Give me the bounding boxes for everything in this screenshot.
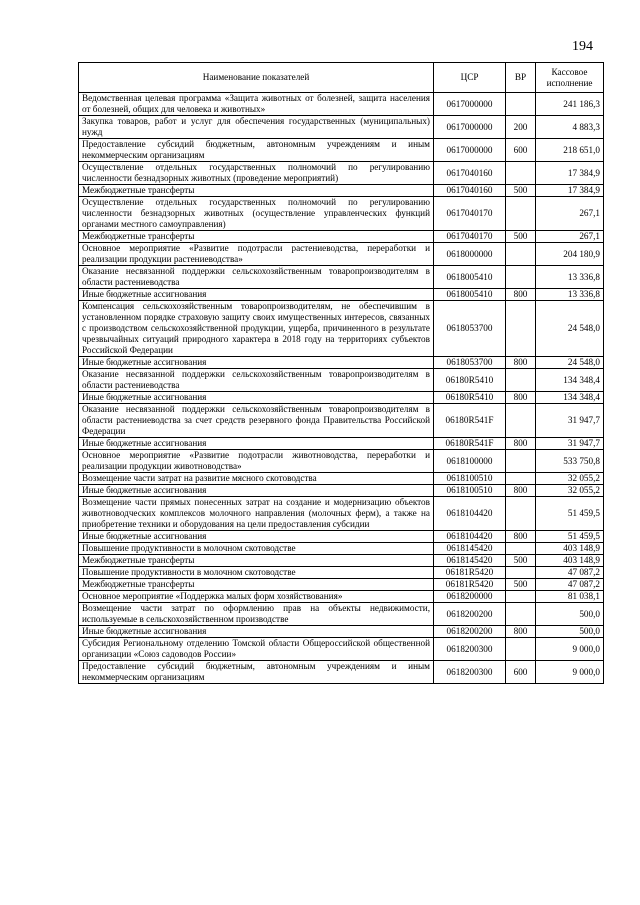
row-vr-cell [506,243,536,266]
row-sum-cell: 31 947,7 [536,438,604,450]
row-name-cell: Осуществление отдельных государственных полномочий по регулированию численности безнадзорных животных (осуществление управленческих функций органами местного самоуправления) [79,197,434,231]
row-csr-cell: 0618005410 [434,266,506,289]
row-sum-cell: 533 750,8 [536,450,604,473]
table-row [79,579,604,591]
row-sum-cell: 218 651,0 [536,139,604,162]
row-sum-cell: 134 348,4 [536,369,604,392]
row-csr-cell: 0618200200 [434,603,506,626]
header-sum: Кассовое исполнение [536,63,604,93]
row-name-cell: Повышение продуктивности в молочном скотоводстве [79,543,434,555]
row-sum-cell: 9 000,0 [536,661,604,684]
header-csr: ЦСР [434,63,506,93]
row-vr-cell [506,591,536,603]
row-name-cell: Иные бюджетные ассигнования [79,531,434,543]
row-vr-cell [506,497,536,531]
row-sum-cell: 403 148,9 [536,543,604,555]
row-vr-cell [506,162,536,185]
row-vr-cell: 500 [506,231,536,243]
row-csr-cell: 06180R541F [434,438,506,450]
row-sum-cell: 24 548,0 [536,357,604,369]
table-row [79,301,604,357]
row-vr-cell [506,197,536,231]
row-vr-cell: 800 [506,289,536,301]
row-name-cell: Осуществление отдельных государственных полномочий по регулированию численности безнадзорных животных (проведение мероприятий) [79,162,434,185]
row-name-cell: Оказание несвязанной поддержки сельскохозяйственным товаропроизводителям в области растениеводства [79,266,434,289]
row-name-cell: Предоставление субсидий бюджетным, автономным учреждениям и иным некоммерческим организациям [79,139,434,162]
row-csr-cell: 06180R541F [434,404,506,438]
row-name-cell: Основное мероприятие «Развитие подотрасли животноводства, переработки и реализации продукции животноводства» [79,450,434,473]
row-name-cell: Иные бюджетные ассигнования [79,626,434,638]
table-body [79,93,604,684]
row-sum-cell: 24 548,0 [536,301,604,357]
row-name-cell: Иные бюджетные ассигнования [79,485,434,497]
table-row [79,139,604,162]
row-name-cell: Иные бюджетные ассигнования [79,438,434,450]
row-csr-cell: 06181R5420 [434,567,506,579]
row-sum-cell: 47 087,2 [536,579,604,591]
row-vr-cell: 500 [506,185,536,197]
table-row [79,243,604,266]
row-name-cell: Основное мероприятие «Поддержка малых форм хозяйствования» [79,591,434,603]
row-csr-cell: 0618000000 [434,243,506,266]
row-csr-cell: 0618145420 [434,543,506,555]
table-row [79,626,604,638]
row-csr-cell: 0618100510 [434,485,506,497]
row-sum-cell: 17 384,9 [536,185,604,197]
row-csr-cell: 0617040160 [434,185,506,197]
table-row [79,555,604,567]
row-csr-cell: 0617040170 [434,197,506,231]
table-row [79,197,604,231]
row-name-cell: Иные бюджетные ассигнования [79,392,434,404]
row-sum-cell: 500,0 [536,626,604,638]
table-row [79,266,604,289]
row-csr-cell: 0617040160 [434,162,506,185]
row-name-cell: Иные бюджетные ассигнования [79,357,434,369]
row-sum-cell: 47 087,2 [536,567,604,579]
row-sum-cell: 51 459,5 [536,497,604,531]
row-vr-cell: 500 [506,555,536,567]
row-name-cell: Основное мероприятие «Развитие подотрасли растениеводства, переработки и реализации продукции растениеводства» [79,243,434,266]
row-name-cell: Иные бюджетные ассигнования [79,289,434,301]
table-row [79,567,604,579]
row-csr-cell: 0618100000 [434,450,506,473]
table-row [79,357,604,369]
row-csr-cell: 0618145420 [434,555,506,567]
row-csr-cell: 06180R5410 [434,369,506,392]
row-name-cell: Закупка товаров, работ и услуг для обеспечения государственных (муниципальных) нужд [79,116,434,139]
row-csr-cell: 0618104420 [434,497,506,531]
row-csr-cell: 0618104420 [434,531,506,543]
row-name-cell: Межбюджетные трансферты [79,185,434,197]
row-name-cell: Межбюджетные трансферты [79,579,434,591]
row-vr-cell [506,543,536,555]
row-sum-cell: 403 148,9 [536,555,604,567]
row-name-cell: Субсидия Региональному отделению Томской области Общероссийской общественной организации «Союз садоводов России» [79,638,434,661]
row-sum-cell: 32 055,2 [536,473,604,485]
table-row [79,231,604,243]
row-vr-cell [506,369,536,392]
row-name-cell: Ведомственная целевая программа «Защита животных от болезней, защита населения от болезней, общих для человека и животных» [79,93,434,116]
row-name-cell: Компенсация сельскохозяйственным товаропроизводителям, не обеспечившим в установленном порядке страховую защиту своих имущественных интересов, связанных с производством сельскохозяйственной продукции, ущерба, причиненного в результате чрезвычайных ситуаций природного характера в 2018 году на территориях субъектов Российской Федерации [79,301,434,357]
row-vr-cell [506,301,536,357]
row-sum-cell: 500,0 [536,603,604,626]
page-number: 194 [572,39,593,54]
row-sum-cell: 267,1 [536,231,604,243]
row-vr-cell: 600 [506,661,536,684]
table-row [79,93,604,116]
row-sum-cell: 13 336,8 [536,266,604,289]
row-vr-cell: 500 [506,579,536,591]
row-name-cell: Оказание несвязанной поддержки сельскохозяйственным товаропроизводителям в области растениеводства за счет средств резервного фонда Правительства Российской Федерации [79,404,434,438]
table-row [79,603,604,626]
row-name-cell: Возмещение части прямых понесенных затрат на создание и модернизацию объектов животноводческих комплексов молочного направления (молочных ферм), а также на приобретение техники и оборудования на цели предоставления субсидии [79,497,434,531]
row-sum-cell: 9 000,0 [536,638,604,661]
table-row [79,543,604,555]
row-csr-cell: 0618100510 [434,473,506,485]
table-row [79,591,604,603]
row-sum-cell: 81 038,1 [536,591,604,603]
row-vr-cell [506,638,536,661]
row-csr-cell: 0618200200 [434,626,506,638]
row-csr-cell: 0617040170 [434,231,506,243]
table-row [79,638,604,661]
row-vr-cell: 800 [506,626,536,638]
row-csr-cell: 0618200000 [434,591,506,603]
row-sum-cell: 32 055,2 [536,485,604,497]
row-csr-cell: 0618200300 [434,638,506,661]
row-vr-cell: 800 [506,438,536,450]
row-vr-cell [506,93,536,116]
row-name-cell: Межбюджетные трансферты [79,555,434,567]
row-csr-cell: 06180R5410 [434,392,506,404]
row-csr-cell: 0617000000 [434,139,506,162]
row-vr-cell [506,567,536,579]
row-name-cell: Возмещение части затрат по оформлению прав на объекты недвижимости, используемые в сельскохозяйственном производстве [79,603,434,626]
row-name-cell: Оказание несвязанной поддержки сельскохозяйственным товаропроизводителям в области растениеводства [79,369,434,392]
row-vr-cell [506,450,536,473]
row-vr-cell: 800 [506,357,536,369]
table-row [79,369,604,392]
row-vr-cell [506,603,536,626]
header-name: Наименование показателей [79,63,434,93]
row-name-cell: Возмещение части затрат на развитие мясного скотоводства [79,473,434,485]
row-name-cell: Повышение продуктивности в молочном скотоводстве [79,567,434,579]
table-row [79,450,604,473]
row-vr-cell [506,473,536,485]
row-csr-cell: 0617000000 [434,116,506,139]
row-csr-cell: 0618005410 [434,289,506,301]
table-row [79,497,604,531]
table-row [79,116,604,139]
budget-execution-table [78,62,604,684]
table-row [79,485,604,497]
header-vr: ВР [506,63,536,93]
row-name-cell: Межбюджетные трансферты [79,231,434,243]
row-name-cell: Предоставление субсидий бюджетным, автономным учреждениям и иным некоммерческим организациям [79,661,434,684]
row-sum-cell: 204 180,9 [536,243,604,266]
row-csr-cell: 0618200300 [434,661,506,684]
row-vr-cell: 800 [506,485,536,497]
row-vr-cell: 600 [506,139,536,162]
row-vr-cell: 200 [506,116,536,139]
table-row [79,661,604,684]
row-csr-cell: 0617000000 [434,93,506,116]
table-row [79,185,604,197]
row-sum-cell: 134 348,4 [536,392,604,404]
table-row [79,438,604,450]
row-sum-cell: 241 186,3 [536,93,604,116]
table-row [79,473,604,485]
row-vr-cell: 800 [506,531,536,543]
row-vr-cell [506,266,536,289]
row-sum-cell: 4 883,3 [536,116,604,139]
table-row [79,162,604,185]
table-row [79,392,604,404]
table-row [79,289,604,301]
row-sum-cell: 267,1 [536,197,604,231]
row-csr-cell: 0618053700 [434,301,506,357]
row-sum-cell: 13 336,8 [536,289,604,301]
table-header-row [79,63,604,93]
row-sum-cell: 51 459,5 [536,531,604,543]
row-vr-cell: 800 [506,392,536,404]
table-row [79,404,604,438]
row-csr-cell: 0618053700 [434,357,506,369]
table-row [79,531,604,543]
row-csr-cell: 06181R5420 [434,579,506,591]
row-sum-cell: 17 384,9 [536,162,604,185]
row-vr-cell [506,404,536,438]
row-sum-cell: 31 947,7 [536,404,604,438]
